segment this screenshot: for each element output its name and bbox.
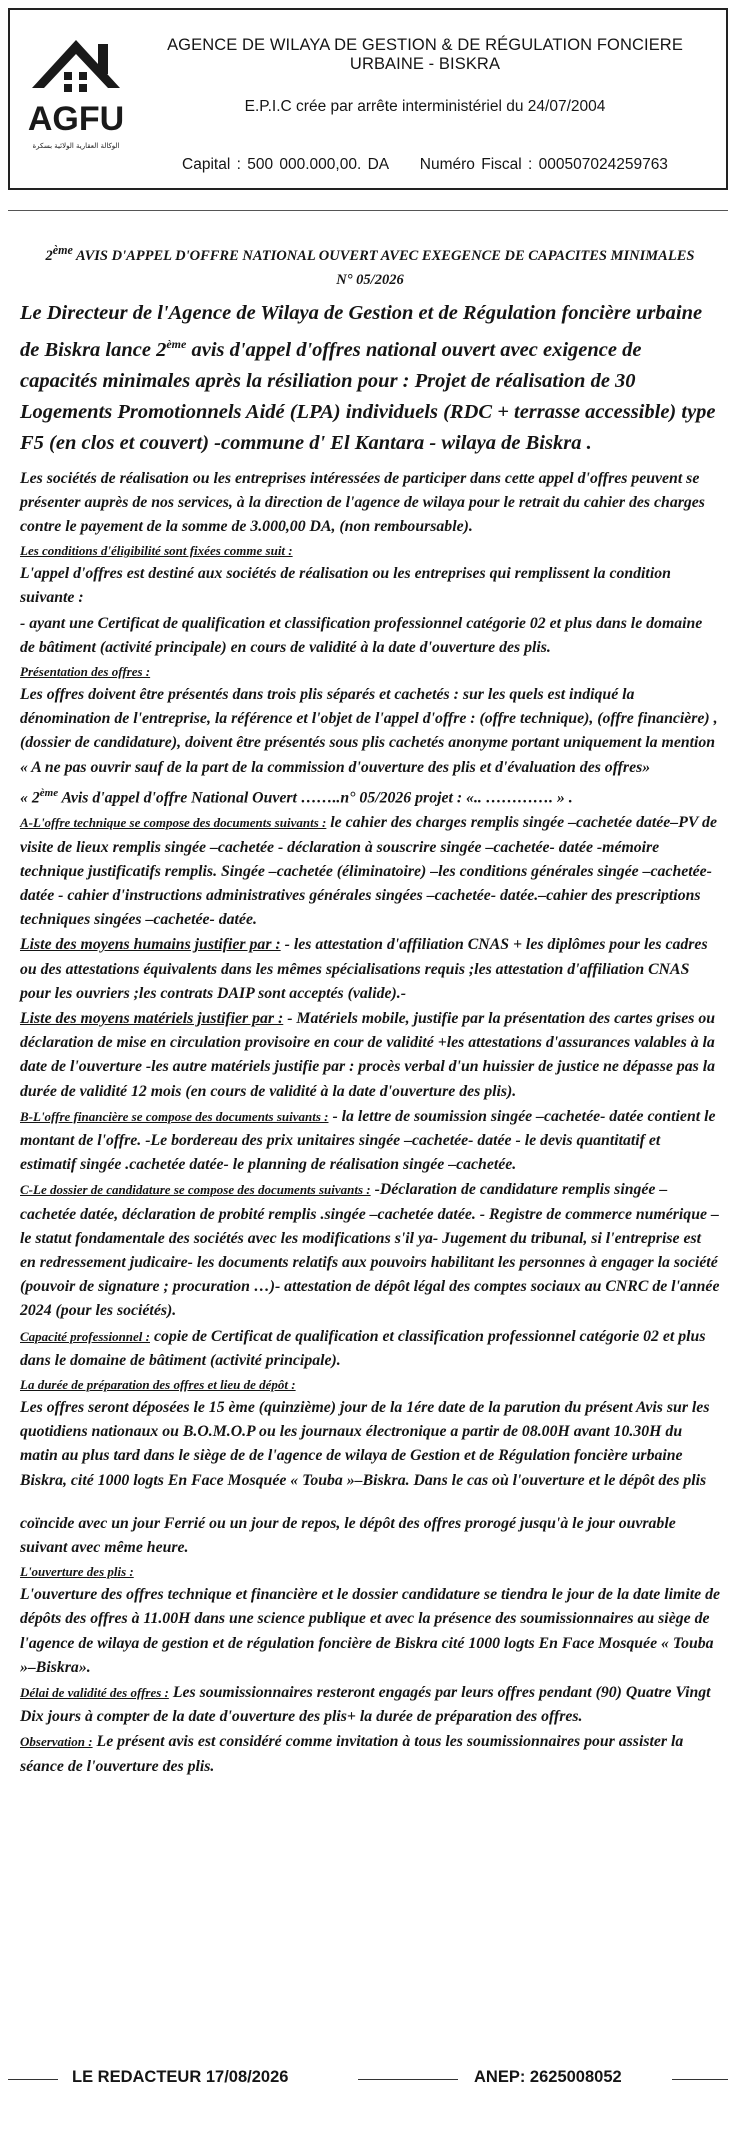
- label-ouverture: L'ouverture des plis :: [20, 1564, 134, 1580]
- paragraph-destine: L'appel d'offres est destiné aux sociétés de réalisation ou les entreprises qui remplissent la condition suivante :: [20, 565, 671, 607]
- agfu-logo: [24, 38, 128, 158]
- label-candidature: C-Le dossier de candidature se compose des documents suivants :: [20, 1182, 371, 1198]
- paragraph-duree: Les offres seront déposées le 15 ème (quinzième) jour de la 1ére date de la parution du présent Avis sur les quotidiens nationaux ou B.O.M.O.P ou les journaux électronique a partir de 08.00H avant 10.30H du matin au plus tard dans le siège de de l'agence de wilaya de Gestion et de Régulation foncière urbaine Biskra, cité 1000 logts En Face Mosquée « Touba »–Biskra. Dans le cas où l'ouverture et le dépôt des plis: [20, 1399, 710, 1489]
- epic-line: E.P.I.C crée par arrête interministériel du 24/07/2004: [244, 98, 606, 115]
- capital-fiscal-line: [130, 156, 720, 174]
- label-conditions: Les conditions d'éligibilité sont fixées comme suit :: [20, 543, 293, 559]
- logo-arabic: الوكالة العقارية الولائية بسكرة: [32, 142, 120, 150]
- paragraph-mention: « 2ème Avis d'appel d'offre National Ouvert ……..n° 05/2026 projet : «.. …………. » .: [20, 786, 573, 807]
- paragraph-societes: Les sociétés de réalisation ou les entreprises intéressées de participer dans cette appel d'offres peuvent se présenter auprès de nos services, à la direction de l'agence de wilaya pour le retrait du cahier des charges contre le payement de la somme de 3.000,00 DA, (non remboursable).: [20, 469, 705, 536]
- paragraph-financiere: B-L'offre financière se compose des documents suivants : - la lettre de soumission singée –cachetée- datée contient le montant de l'offre. -Le bordereau des prix unitaires singée –cachetée- datée - le devis quantitatif et estimatif singée .cachetée datée- le planning de réalisation singée –cachetée.: [20, 1107, 716, 1174]
- footer: [8, 2065, 728, 2095]
- paragraph-presentation: Les offres doivent être présentés dans trois plis séparés et cachetés : sur les quels est indiqué la dénomination de l'entreprise, la référence et l'objet de l'appel d'offre : (offre technique), (offre financière) , (dossier de candidature), doivent être présentés sous plis cachetés anonyme portant uniquement la mention « A ne pas ouvrir sauf de la part de la commission d'ouverture des plis et d'évaluation des offres»: [20, 686, 718, 776]
- redacteur-signature: LE REDACTEUR 17/08/2026: [72, 2068, 289, 2086]
- paragraph-duree-suite: coïncide avec un jour Ferrié ou un jour de repos, le dépôt des offres prorogé jusqu'à le jour ouvrable suivant avec même heure.: [20, 1514, 676, 1557]
- label-humains: Liste des moyens humains justifier par :: [20, 936, 281, 954]
- notice-title: 2ème AVIS D'APPEL D'OFFRE NATIONAL OUVERT AVEC EXEGENCE DE CAPACITES MINIMALES N° 05/2026: [45, 243, 695, 288]
- paragraph-technique: A-L'offre technique se compose des documents suivants : le cahier des charges remplis singée –cachetée datée–PV de visite de lieux remplis singée –cachetée - déclaration à souscrire singée –cachetée- datée -mémoire technique justificatifs remplis. Singée –cachetée (éliminatoire) –les conditions générales singée –cachetée- datée - cahier d'instructions administratives générales singées –cachetée- datée.–cahier des prescriptions techniques singées –cachetée- datée.: [20, 814, 717, 929]
- top-divider: [8, 210, 728, 211]
- paragraph-materiels: Liste des moyens matériels justifier par : - Matériels mobile, justifie par la présentation des cartes grises ou déclaration de mise en circulation provisoire en cour de validité +les attestations d'assurances valables à la date de l'ouverture -les autre matériels justifie par : procès verbal d'un huissier de justice ne dépasse pas la durée de validité 12 mois (en cours de validité à la date d'ouverture des plis).: [20, 1009, 716, 1100]
- paragraph-observation: Observation : Le présent avis est considéré comme invitation à tous les soumissionnaires pour assister la séance de l'ouverture des plis.: [20, 1733, 684, 1775]
- fiscal-number: Numéro Fiscal : 000507024259763: [419, 156, 668, 173]
- footer-rule-middle: [358, 2079, 458, 2080]
- label-presentation: Présentation des offres :: [20, 664, 151, 680]
- paragraph-humains: Liste des moyens humains justifier par : - les attestation d'affiliation CNAS + les diplômes pour les cadres ou des attestations équivalents dans les mêmes spécialisations requis ;les attestation d'affiliation CNAS pour les ouvriers ;les contrats DAIP sont acceptés (valide).-: [20, 936, 708, 1002]
- notice-number: N° 05/2026: [336, 271, 404, 288]
- agency-name: AGENCE DE WILAYA DE GESTION & DE RÉGULATION FONCIERE URBAINE - BISKRA: [167, 36, 683, 73]
- label-capacite: Capacité professionnel :: [20, 1328, 150, 1344]
- paragraph-candidature: C-Le dossier de candidature se compose des documents suivants : -Déclaration de candidature remplis singée – cachetée datée, déclaration de probité remplis .singée –cachetée datée. - Registre de commerce numérique – le statut fondamentale des sociétés avec les modifications s'il ya- Jugement du tribunal, si l'entreprise est en redressement judicaire- les documents relatifs aux pouvoirs habilitant les personnes à engager la société (pouvoir de signature ; procuration …)- attestation de dépôt légal des comptes sociaux au CNRC de l'année 2024 (pour les sociétés).: [20, 1181, 720, 1320]
- paragraph-validite: Délai de validité des offres : Les soumissionnaires resteront engagés par leurs offres pendant (90) Quatre Vingt Dix jours à compter de la date d'ouverture des plis+ la durée de préparation des offres.: [20, 1684, 711, 1726]
- notice-body: [20, 238, 720, 1780]
- label-validite: Délai de validité des offres :: [20, 1685, 169, 1701]
- label-duree: La durée de préparation des offres et lieu de dépôt :: [20, 1377, 296, 1393]
- logo-text: AGFU: [27, 100, 125, 138]
- label-materiels: Liste des moyens matériels justifier par :: [20, 1009, 284, 1027]
- label-technique: A-L'offre technique se compose des documents suivants :: [20, 815, 327, 831]
- paragraph-capacite: Capacité professionnel : copie de Certificat de qualification et classification professionnel catégorie 02 et plus dans le domaine de bâtiment (activité principale).: [20, 1327, 706, 1369]
- paragraph-certificat: - ayant une Certificat de qualification et classification professionnel catégorie 02 et plus dans le domaine de bâtiment (activité principale) en cours de validité à la date d'ouverture des plis.: [20, 614, 703, 656]
- agfu-logo-icon: [24, 38, 128, 158]
- paragraph-ouverture: L'ouverture des offres technique et financière et le dossier candidature se tiendra le jour de la date limite de dépôts des offres à 11.00H dans une science publique et avec la présence des soumissionnaires au siège de l'agence de wilaya de gestion et de régulation foncière de Biskra cité 1000 logts En Face Mosquée « Touba »–Biskra».: [20, 1586, 720, 1676]
- anep-number: ANEP: 2625008052: [474, 2068, 622, 2086]
- intro-paragraph: Le Directeur de l'Agence de Wilaya de Gestion et de Régulation foncière urbaine de Biskra lance 2ème avis d'appel d'offres national ouvert avec exigence de capacités minimales après la résiliation pour : Projet de réalisation de 30 Logements Promotionnels Aidé (LPA) individuels (RDC + terrasse accessible) type F5 (en clos et couvert) -commune d' El Kantara - wilaya de Biskra .: [20, 301, 716, 454]
- capital-text: Capital : 500 000.000,00. DA: [182, 156, 389, 173]
- label-financiere: B-L'offre financière se compose des documents suivants :: [20, 1108, 329, 1124]
- spacer: [20, 1494, 720, 1512]
- label-observation: Observation :: [20, 1734, 93, 1750]
- footer-rule-left: [8, 2079, 58, 2080]
- footer-rule-right: [672, 2079, 728, 2080]
- agency-header: [8, 8, 728, 190]
